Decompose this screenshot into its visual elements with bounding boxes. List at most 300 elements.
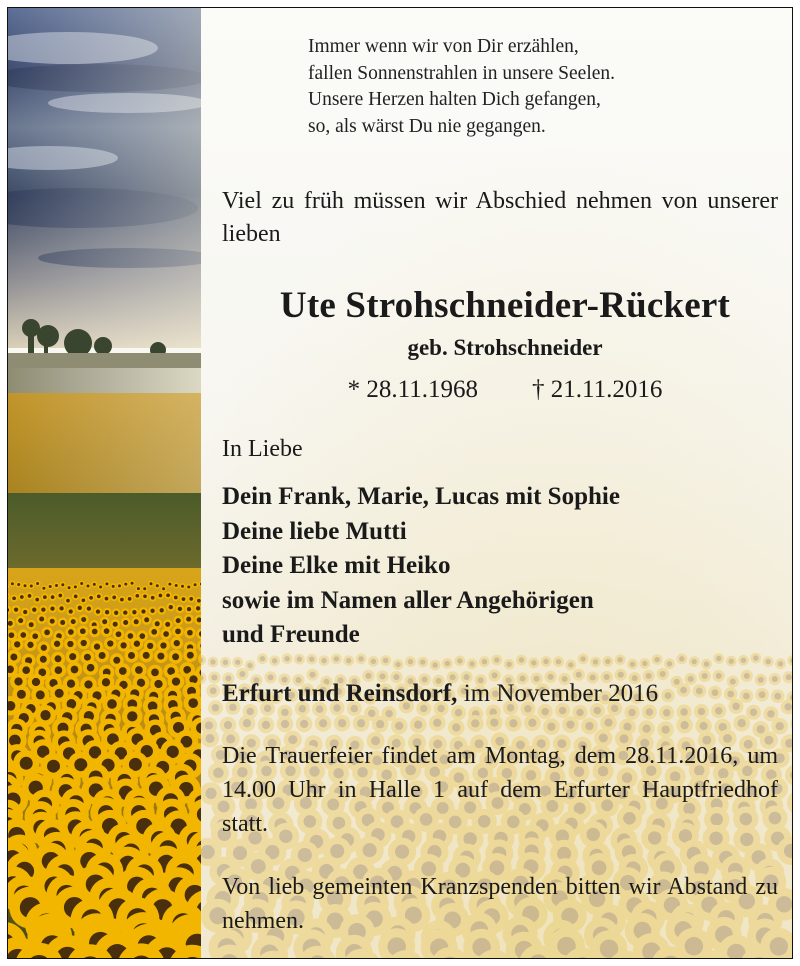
sunflower [740, 689, 754, 703]
sunflower [157, 606, 166, 615]
sunflower [172, 594, 179, 601]
sunflower [117, 583, 123, 589]
sunflower [95, 593, 102, 600]
sunflower [741, 670, 753, 682]
sunflower [727, 676, 739, 688]
sunflower [600, 714, 617, 731]
sunflower [57, 592, 64, 599]
sunflower [104, 637, 117, 650]
sunflower [685, 673, 697, 685]
sunflower [54, 583, 60, 589]
poem [308, 34, 615, 140]
sunflower [67, 662, 82, 677]
date-line: im November 2016 [463, 680, 659, 707]
sunflower [467, 715, 484, 732]
sunflower [173, 583, 179, 589]
sunflower [306, 669, 318, 681]
sunflower [331, 654, 342, 665]
sunflower [200, 838, 222, 866]
sunflower [24, 639, 37, 652]
life-dates [222, 376, 788, 404]
sunflower [41, 593, 48, 600]
sunflower [139, 648, 153, 662]
sunflower [627, 659, 638, 670]
sunflower [112, 609, 121, 618]
sunflower [26, 620, 36, 630]
poem-line: Unsere Herzen halten Dich gefangen, [308, 89, 601, 110]
sunflower [77, 637, 90, 650]
sunflower [787, 791, 793, 815]
sunflower [236, 668, 248, 680]
sunflower [319, 655, 330, 666]
sunflower [442, 658, 453, 669]
sunflower [785, 765, 793, 786]
sunflower [516, 655, 527, 666]
sunflower [48, 604, 57, 613]
sunflower [485, 839, 513, 867]
sunflower [524, 715, 541, 732]
sunflower [582, 842, 610, 870]
sunflower [149, 626, 160, 637]
poem-line: fallen Sonnenstrahlen in unsere Seelen. [308, 62, 616, 84]
sunflower [752, 721, 769, 738]
farewell-intro: Viel zu früh müssen wir Abschied nehmen von unserer lieben [222, 188, 778, 247]
sunflower [37, 614, 47, 624]
sunflower [746, 705, 761, 720]
sunflower [258, 838, 286, 866]
sunflower [763, 656, 774, 667]
mourner-line: Dein Frank, Marie, Lucas mit Sophie [222, 483, 620, 510]
sunflower [161, 586, 167, 592]
sunflower [201, 730, 219, 748]
sunflower [134, 592, 141, 599]
sunflower [49, 593, 56, 600]
sunflower [245, 660, 256, 671]
sunflower [431, 947, 469, 958]
sunflower [553, 656, 564, 667]
sunflower [740, 948, 778, 959]
sunflower [21, 608, 30, 617]
sunflower [80, 597, 87, 604]
sunflower [157, 592, 164, 599]
sunflower [543, 718, 560, 735]
sunflower [39, 605, 48, 614]
sunflower [639, 658, 650, 669]
sunflower [206, 684, 220, 698]
sunflower [724, 687, 738, 701]
sunflower [771, 718, 788, 735]
sunflower [695, 718, 712, 735]
sunflower [139, 607, 148, 616]
sunflower [103, 595, 110, 602]
sunflower [41, 627, 52, 638]
sunflower [16, 582, 22, 588]
sunflower [791, 716, 794, 733]
sunflower [657, 668, 669, 680]
sunflower [787, 655, 793, 666]
sunflower [718, 935, 755, 958]
sunflower [85, 604, 94, 613]
sunflower [28, 583, 34, 589]
sunflower [167, 603, 176, 612]
sunflower [505, 715, 522, 732]
in-love-line: In Liebe [222, 436, 303, 462]
sunflower [420, 838, 448, 866]
sunflower [72, 584, 78, 590]
sunflower [208, 657, 219, 668]
sunflower [258, 717, 275, 734]
sunflower [269, 655, 280, 666]
sunflower [79, 581, 85, 587]
sunflower [101, 625, 112, 636]
sunflower [184, 627, 195, 638]
birth-date: * 28.11.1968 [347, 376, 478, 403]
sunflower [615, 669, 627, 681]
obituary-card [7, 7, 793, 959]
sunflower [693, 684, 707, 698]
sunflower [110, 583, 116, 589]
maiden-name: geb. Strohschneider [407, 335, 603, 360]
sunflower [372, 716, 389, 733]
sunflower [201, 717, 218, 734]
sunflower [677, 683, 691, 697]
place-date-line [222, 680, 658, 708]
sunflower [131, 637, 144, 650]
sunflower [77, 626, 88, 637]
sunflower [755, 674, 767, 686]
sunflower [364, 706, 379, 721]
sunflower [47, 616, 57, 626]
mourner-line: sowie im Namen aller Angehörigen [222, 586, 594, 614]
sunflower [519, 945, 557, 958]
sunflower [661, 689, 675, 703]
sunflower [565, 660, 576, 671]
sunflower [180, 595, 187, 602]
sunflower [184, 614, 194, 624]
sunflower [79, 615, 89, 625]
sunflower [142, 586, 148, 592]
sunflower [142, 615, 152, 625]
sunflower [277, 716, 294, 733]
landscape-photo [8, 8, 201, 959]
sunflower [296, 716, 313, 733]
sunflower [368, 656, 379, 667]
sunflower [85, 583, 91, 589]
sunflower [781, 699, 793, 714]
sunflower [163, 619, 173, 629]
sunflower [167, 581, 173, 587]
sunflower [22, 583, 28, 589]
sunflower [491, 655, 502, 666]
sunflower [111, 594, 118, 601]
sunflower [9, 581, 15, 587]
sunflower [694, 704, 709, 719]
sunflower [550, 840, 578, 868]
sunflower [729, 699, 744, 714]
sunflower [306, 654, 317, 665]
sunflower [16, 616, 26, 626]
sunflower [149, 594, 156, 601]
sunflower [10, 595, 17, 602]
sunflower [504, 659, 515, 670]
sunflower [30, 605, 39, 614]
sunflower [738, 655, 749, 666]
sunflower [712, 844, 740, 872]
sunflower [651, 946, 689, 958]
sunflower [343, 949, 381, 958]
sunflower [41, 585, 47, 591]
sunflower [131, 617, 141, 627]
sunflower [405, 656, 416, 667]
sunflower [755, 688, 769, 702]
sunflower [771, 689, 785, 703]
sunflower [783, 671, 793, 683]
sunflower [750, 653, 761, 664]
sunflower [777, 837, 793, 865]
sunflower [689, 656, 700, 667]
mourner-line: und Freunde [222, 621, 360, 649]
sunflower [130, 608, 139, 617]
sunflower [294, 654, 305, 665]
sunflower [745, 843, 773, 871]
place: Erfurt und Reinsdorf, [222, 680, 458, 707]
sunflower [602, 656, 613, 667]
sunflower [769, 673, 781, 685]
sunflower [68, 617, 78, 627]
sunflower [188, 595, 195, 602]
sunflower [89, 626, 100, 637]
sunflower [417, 657, 428, 668]
sunflower [154, 583, 160, 589]
sunflower [185, 605, 194, 614]
sunflower [186, 584, 192, 590]
sunflower [220, 657, 231, 668]
sunflower [220, 717, 237, 734]
sunflower [87, 594, 94, 601]
sunflower [657, 721, 674, 738]
sunflower [676, 653, 687, 664]
sunflower [696, 950, 734, 958]
sunflower [76, 604, 85, 613]
sunflower [680, 840, 708, 868]
sunflower [590, 657, 601, 668]
mourner-line: Deine liebe Mutti [222, 517, 407, 545]
sunflower [659, 705, 674, 720]
sunflower [615, 654, 626, 665]
sunflower [282, 653, 293, 664]
sunflower [382, 706, 397, 721]
sunflower [356, 653, 367, 664]
sunflower [353, 715, 370, 732]
sunflower [677, 705, 692, 720]
sunflower [154, 649, 168, 663]
sunflower [763, 706, 778, 721]
sunflower [315, 715, 332, 732]
sunflower [208, 671, 220, 683]
sunflower [66, 650, 80, 664]
sunflower [125, 649, 139, 663]
sunflower [11, 638, 24, 651]
sunflower [711, 703, 726, 718]
sunflower [110, 619, 120, 629]
sunflower [714, 719, 731, 736]
sunflower [65, 626, 76, 637]
sunflower [454, 656, 465, 667]
sunflower [169, 650, 183, 664]
sunflower [429, 715, 446, 732]
sunflower [671, 676, 683, 688]
sunflower [183, 648, 197, 662]
sunflower [607, 951, 645, 958]
funeral-notice: Die Trauerfeier findet am Montag, dem 28.11.2016, um 14.00 Uhr in Halle 1 auf dem Erfurter Hauptfriedhof statt. [222, 743, 778, 837]
sunflower [94, 607, 103, 616]
sunflower [57, 604, 66, 613]
sunflower [104, 581, 110, 587]
sunflower [148, 581, 154, 587]
sunflower [60, 582, 66, 588]
sunflower [72, 593, 79, 600]
sunflower [208, 700, 223, 715]
sunflower [528, 658, 539, 669]
sunflower [95, 649, 109, 663]
sunflower [581, 718, 598, 735]
deceased-name: Ute Strohschneider-Rückert [279, 285, 731, 326]
sunflower [47, 584, 53, 590]
sunflower [619, 719, 636, 736]
sunflower [676, 717, 693, 734]
sunflower [664, 658, 675, 669]
sunflower [171, 637, 184, 650]
sunflower [453, 844, 481, 872]
sunflower [38, 641, 51, 654]
sunflower [176, 605, 185, 614]
sunflower [775, 658, 786, 669]
sunflower [387, 950, 425, 958]
sunflower [118, 596, 125, 603]
sunflower [115, 663, 130, 678]
sunflower [541, 656, 552, 667]
sunflower [64, 597, 71, 604]
sunflower [123, 581, 129, 587]
sunflower [180, 583, 186, 589]
sunflower [343, 655, 354, 666]
sunflower [479, 656, 490, 667]
sunflower [172, 626, 183, 637]
sunflower [708, 686, 722, 700]
sunflower [699, 670, 711, 682]
sunflower [103, 608, 112, 617]
sunflower [299, 946, 337, 958]
sunflower [121, 608, 130, 617]
sunflower [323, 837, 351, 865]
sunflower [733, 715, 750, 732]
sunflower [291, 841, 319, 869]
sunflower [129, 580, 135, 586]
sunflower [98, 584, 104, 590]
sunflower [91, 581, 97, 587]
sunflower [563, 948, 601, 959]
death-date: † 21.11.2016 [532, 376, 663, 403]
sunflower [713, 653, 724, 664]
sunflower [467, 659, 478, 670]
sunflower [148, 607, 157, 616]
sunflower [66, 585, 72, 591]
sunflower [380, 655, 391, 666]
sunflower [239, 715, 256, 732]
sunflower [638, 720, 655, 737]
sunflower [336, 935, 373, 958]
sunflower [192, 582, 198, 588]
sunflower [12, 605, 21, 614]
sunflower [135, 586, 141, 592]
sunflower [578, 654, 589, 665]
sunflower [160, 628, 171, 639]
sunflower [430, 660, 441, 671]
sunflower [647, 844, 675, 872]
sunflower [448, 719, 465, 736]
sunflower [58, 618, 68, 628]
sunflower [615, 838, 643, 866]
sunflower [121, 618, 131, 628]
sunflower [518, 837, 546, 865]
poem-line: Immer wenn wir von Dir erzählen, [308, 36, 579, 57]
sunflower [164, 592, 171, 599]
sunflower [35, 581, 41, 587]
mourner-line: Deine Elke mit Heiko [222, 552, 451, 580]
sunflower [26, 592, 33, 599]
sunflower [486, 714, 503, 731]
sunflower [573, 669, 585, 681]
sunflower [652, 654, 663, 665]
sunflower [34, 596, 41, 603]
sunflower [388, 838, 416, 866]
sunflower [391, 718, 408, 735]
sunflower [787, 691, 793, 705]
sunflower [36, 652, 50, 666]
sunflower [210, 945, 248, 959]
sunflower [713, 670, 725, 682]
sunflower [393, 659, 404, 670]
sunflower [200, 782, 222, 804]
sunflower [141, 593, 148, 600]
sunflower [113, 629, 124, 640]
sunflower [251, 935, 288, 958]
sunflower [254, 951, 292, 958]
sunflower [468, 706, 483, 721]
sunflower [726, 656, 737, 667]
sunflower [232, 657, 243, 668]
sunflower [475, 950, 513, 959]
sunflower [562, 716, 579, 733]
sunflower [701, 659, 712, 670]
flowers-notice: Von lieb gemeinten Kranzspenden bitten wir Abstand zu nehmen. [222, 874, 778, 934]
sunflower [781, 734, 793, 752]
sunflower [173, 616, 183, 626]
sunflower [126, 595, 133, 602]
sunflower [83, 660, 98, 675]
sunflower [66, 607, 75, 616]
sunflower [257, 653, 268, 664]
sunflower [226, 839, 254, 867]
mourners-list [222, 480, 620, 653]
sunflower [51, 638, 64, 651]
sunflower [100, 617, 110, 627]
sunflower [18, 593, 25, 600]
sunflower [334, 715, 351, 732]
poem-line: so, als wärst Du nie gegangen. [308, 115, 546, 137]
sunflower [64, 638, 77, 651]
sunflower [410, 716, 427, 733]
